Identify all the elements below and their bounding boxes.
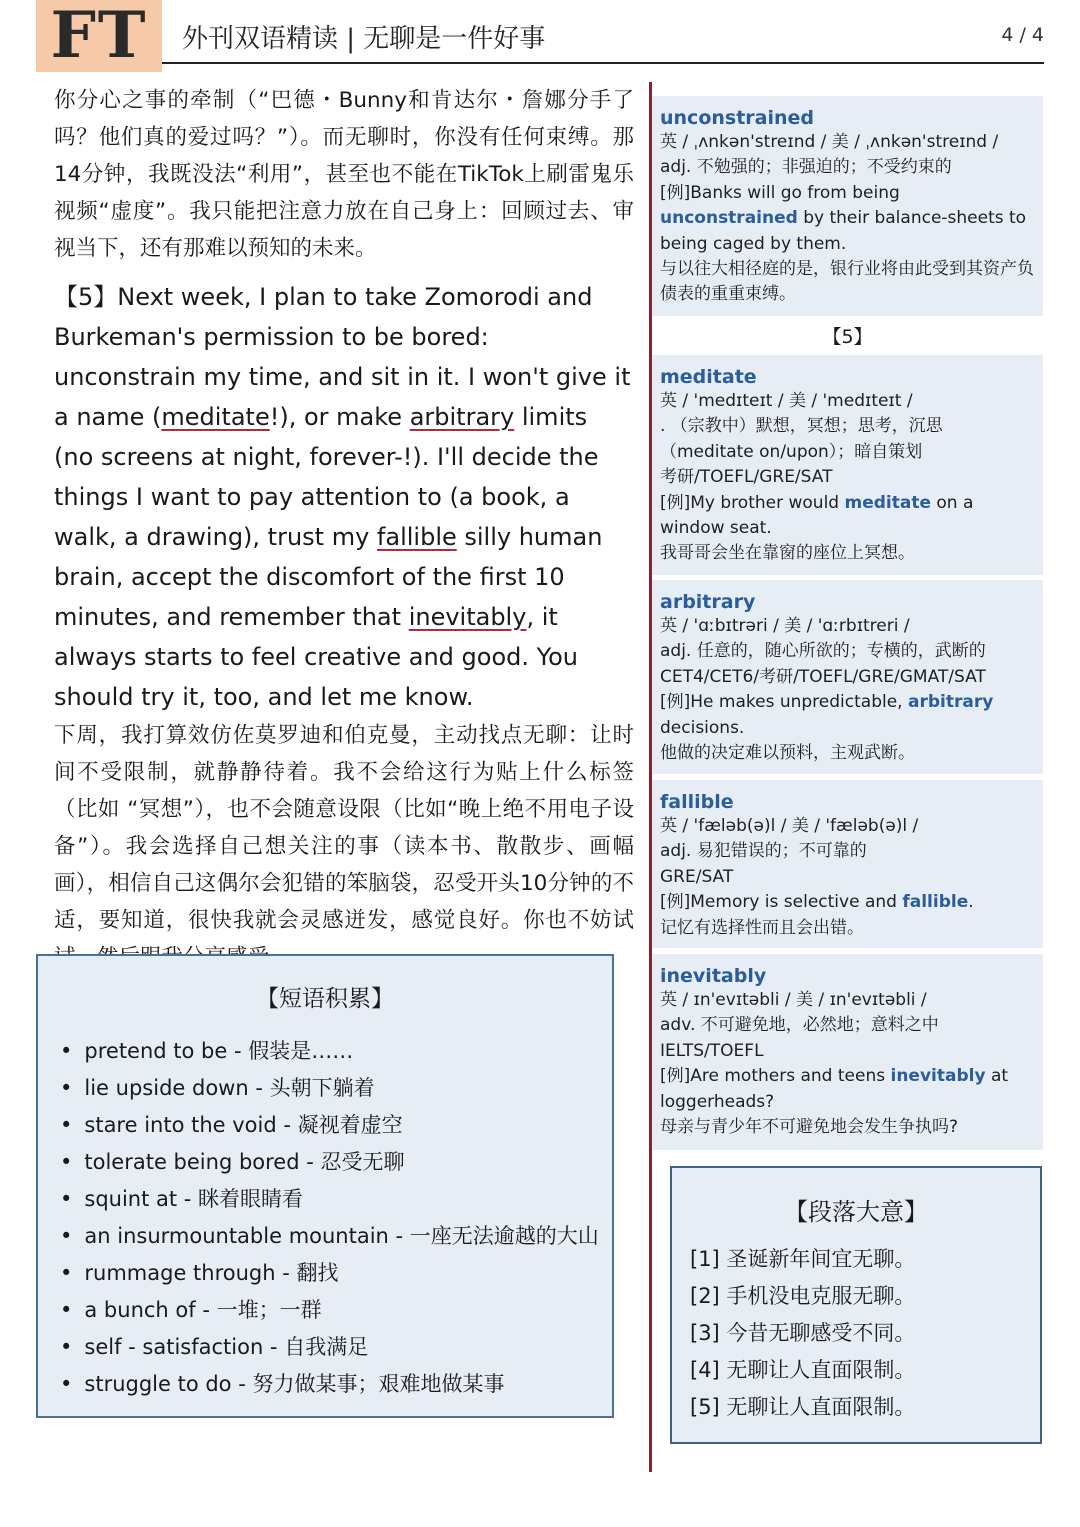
vocab-card-meditate: [652, 355, 1043, 575]
header-divider: [162, 62, 1044, 64]
vocab-translation: 他做的决定难以预料，主观武断。: [660, 743, 915, 764]
page-title: 外刊双语精读 | 无聊是一件好事: [182, 24, 546, 54]
summary-title: 【段落大意】: [784, 1198, 928, 1226]
article-column: [54, 82, 634, 976]
vocab-translation: 母亲与青少年不可避免地会发生争执吗?: [660, 1117, 959, 1138]
vocab-definition: adj. 不勉强的；非强迫的；不受约束的: [660, 157, 952, 178]
example-text: at loggerheads?: [660, 1066, 1009, 1112]
summary-list: [672, 1241, 1040, 1426]
example-text: [例]Banks will go from being: [660, 182, 900, 203]
summary-item: [2] 手机没电克服无聊。: [690, 1284, 916, 1308]
vocab-example: [660, 690, 1035, 741]
phrase-box: [36, 954, 614, 1418]
vocab-translation: 我哥哥会坐在靠窗的座位上冥想。: [660, 543, 915, 564]
vocab-example: [660, 181, 1035, 257]
en-text: 【5】Next week, I plan to take Zomorodi and Burkeman's permission to be bored: unconstrain my time, and sit in it. I won't give it a name (: [54, 283, 631, 431]
summary-item: [1] 圣诞新年间宜无聊。: [690, 1247, 916, 1271]
phrase-list: [38, 1033, 612, 1403]
example-highlight: arbitrary: [908, 692, 994, 713]
phrase-item: • rummage through - 翻找: [60, 1255, 612, 1292]
example-text: on a window seat.: [660, 492, 974, 539]
chinese-paragraph-top: 你分心之事的牵制（“巴德・Bunny和肯达尔・詹娜分手了吗？他们真的爱过吗？”）。而无聊时，你没有任何束缚。那14分钟，我既没法“利用”，甚至也不能在TikTok上刷雷鬼乐视频“虚度”。我只能把注意力放在自己身上：回顾过去、审视当下，还有那难以预知的未来。: [54, 88, 634, 261]
english-paragraph-5: [54, 277, 634, 717]
phrase-item: • struggle to do - 努力做某事；艰难地做某事: [60, 1366, 612, 1403]
phrase-item: • lie upside down - 头朝下躺着: [60, 1070, 612, 1107]
vocab-definition: adj. 易犯错误的；不可靠的: [660, 841, 867, 862]
en-text: silly human brain, accept the discomfort of the first 10 minutes, and remember that: [54, 523, 603, 631]
vocab-phonetic: 英 / ˌʌnkən'streɪnd / 美 / ˌʌnkən'streɪnd /: [660, 132, 999, 152]
vocab-translation: 记忆有选择性而且会出错。: [660, 917, 864, 938]
vocab-definition: adj. 任意的，随心所欲的；专横的，武断的: [660, 641, 986, 662]
en-text: limits (no screens at night, forever-!). I'll decide the things I want to pay attention to (a book, a walk, a drawing), trust my: [54, 403, 599, 551]
example-text: [例]Are mothers and teens: [660, 1066, 891, 1087]
vocab-word: fallible: [660, 791, 734, 813]
en-text: !), or make: [269, 403, 410, 431]
vocab-phonetic: 英 / ɪn'evɪtəbli / 美 / ɪn'evɪtəbli /: [660, 990, 927, 1010]
vocab-card-unconstrained: [652, 96, 1043, 316]
example-highlight: meditate: [844, 492, 931, 513]
vocab-card-arbitrary: [652, 580, 1043, 774]
phrase-item: • self - satisfaction - 自我满足: [60, 1329, 612, 1366]
phrase-item: • tolerate being bored - 忍受无聊: [60, 1144, 612, 1181]
vocab-word: unconstrained: [660, 107, 815, 129]
vocab-card-fallible: [652, 780, 1043, 948]
vocab-definition: . （宗教中）默想，冥想；思考，沉思（meditate on/upon）；暗自策划: [660, 416, 943, 462]
vocab-word: meditate: [660, 366, 757, 388]
example-text: [例]He makes unpredictable,: [660, 692, 908, 713]
phrase-box-title: 【短语积累】: [256, 986, 394, 1012]
example-text: .: [968, 892, 974, 913]
vocab-example: [660, 1064, 1035, 1115]
vocab-exam-tags: 考研/TOEFL/GRE/SAT: [660, 467, 833, 488]
vocab-translation: 与以往大相径庭的是，银行业将由此受到其资产负债表的重重束缚。: [660, 259, 1034, 305]
vocab-phonetic: 英 / 'fæləb(ə)l / 美 / 'fæləb(ə)l /: [660, 816, 919, 836]
vocab-phonetic: 英 / 'ɑːbɪtrəri / 美 / 'ɑːrbɪtreri /: [660, 616, 910, 636]
summary-item: [4] 无聊让人直面限制。: [690, 1358, 916, 1382]
page-number: 4 / 4: [1001, 24, 1044, 46]
vocab-example: [660, 890, 1035, 915]
section-label: 【5】: [822, 326, 873, 348]
underlined-word-fallible: fallible: [376, 523, 457, 551]
summary-box: [670, 1166, 1042, 1444]
phrase-item: • a bunch of - 一堆；一群: [60, 1292, 612, 1329]
phrase-item: • pretend to be - 假装是……: [60, 1033, 612, 1070]
underlined-word-meditate: meditate: [161, 403, 270, 431]
vocab-word: inevitably: [660, 965, 767, 987]
underlined-word-arbitrary: arbitrary: [409, 403, 515, 431]
ft-logo: FT: [36, 0, 162, 72]
summary-item: [5] 无聊让人直面限制。: [690, 1395, 916, 1419]
vocab-example: [660, 491, 1035, 542]
vocab-phonetic: 英 / 'medɪteɪt / 美 / 'medɪteɪt /: [660, 391, 913, 411]
example-text: [例]My brother would: [660, 492, 845, 513]
vocab-exam-tags: IELTS/TOEFL: [660, 1040, 764, 1061]
vocab-exam-tags: CET4/CET6/考研/TOEFL/GRE/GMAT/SAT: [660, 666, 986, 687]
phrase-item: • squint at - 眯着眼睛看: [60, 1181, 612, 1218]
summary-item: [3] 今昔无聊感受不同。: [690, 1321, 916, 1345]
vocab-definition: adv. 不可避免地，必然地；意料之中: [660, 1015, 939, 1036]
en-text: , it always starts to feel creative and good. You should try it, too, and let me know.: [54, 603, 579, 711]
phrase-item: • stare into the void - 凝视着虚空: [60, 1107, 612, 1144]
underlined-word-inevitably: inevitably: [408, 603, 527, 631]
example-highlight: unconstrained: [660, 208, 798, 229]
vocab-exam-tags: GRE/SAT: [660, 866, 734, 887]
example-text: [例]Memory is selective and: [660, 892, 903, 913]
chinese-paragraph-5: 下周，我打算效仿佐莫罗迪和伯克曼，主动找点无聊：让时间不受限制，就静静待着。我不会给这行为贴上什么标签（比如 “冥想”），也不会随意设限（比如“晚上绝不用电子设备”）。我会选择自己想关注的事（读本书、散散步、画幅画），相信自己这偶尔会犯错的笨脑袋，忍受开头10分钟的不适，要知道，很快我就会灵感迸发，感觉良好。你也不妨试: [54, 723, 634, 933]
phrase-item: • an insurmountable mountain - 一座无法逾越的大山: [60, 1218, 612, 1255]
vocab-word: arbitrary: [660, 591, 756, 613]
vocab-card-inevitably: [652, 954, 1043, 1150]
example-text: by their balance-sheets to being caged by them.: [660, 208, 1027, 254]
example-highlight: fallible: [902, 892, 969, 913]
example-highlight: inevitably: [890, 1066, 986, 1087]
example-text: decisions.: [660, 717, 745, 738]
